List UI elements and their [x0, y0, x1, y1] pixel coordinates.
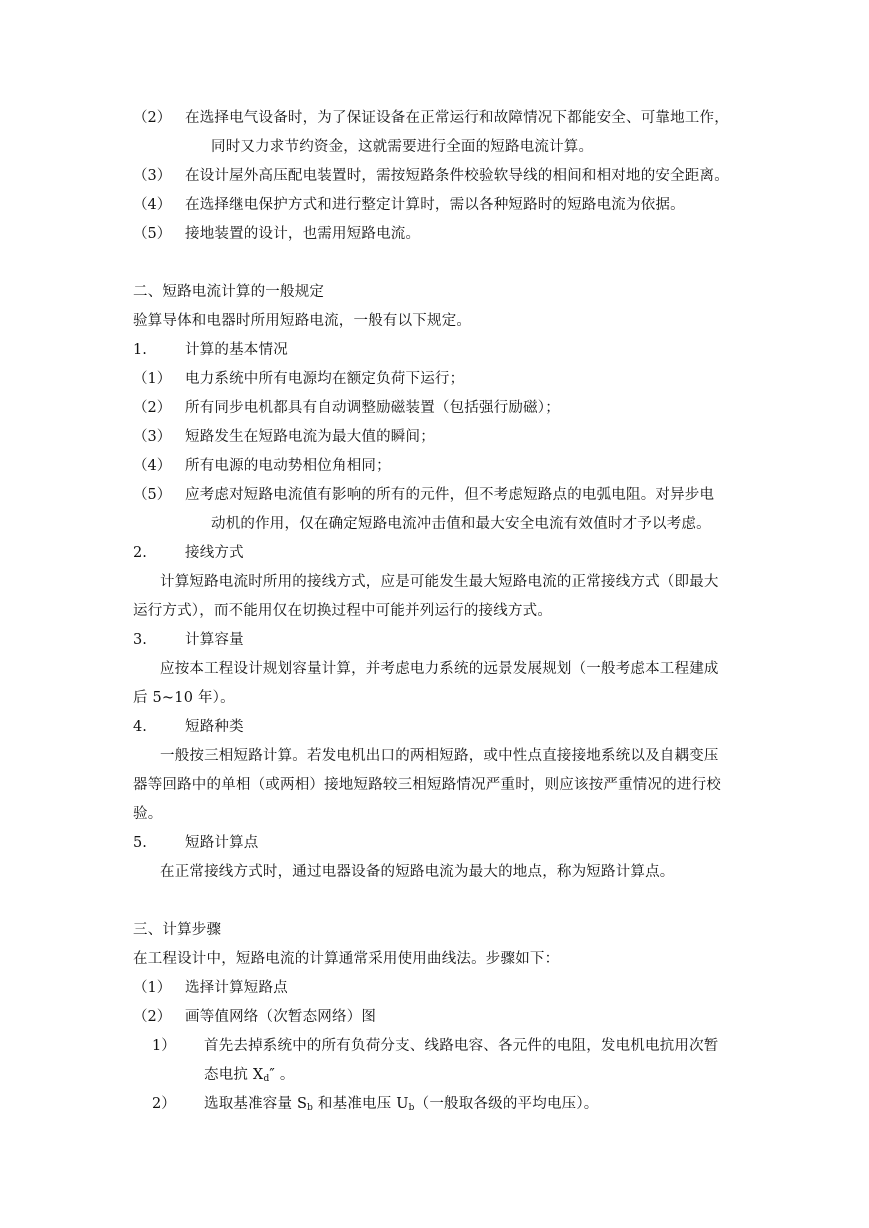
subscript: d: [263, 1074, 270, 1084]
item-number: （5）: [133, 226, 172, 242]
paragraph-line: [204, 1094, 599, 1118]
paragraph-line: 接地装置的设计，也需用短路电流。: [185, 226, 421, 242]
paragraph-line: 验。: [133, 806, 163, 822]
text-run: ″ 。: [269, 1067, 295, 1083]
item-number: （2）: [133, 1009, 172, 1025]
subsection-title: 短路计算点: [185, 835, 259, 851]
section-heading: 三、计算步骤: [133, 922, 222, 938]
paragraph-line: 动机的作用，仅在确定短路电流冲击值和最大安全电流有效值时才予以考虑。: [211, 516, 711, 532]
text-run: 和基准电压 U: [313, 1096, 409, 1112]
subsection-title: 接线方式: [185, 545, 244, 561]
paragraph-line: 一般按三相短路计算。若发电机出口的两相短路，或中性点直接接地系统以及自耦变压: [160, 748, 719, 764]
subsection-number: 3.: [133, 632, 147, 648]
paragraph-line: 在选择继电保护方式和进行整定计算时，需以各种短路时的短路电流为依据。: [185, 197, 685, 213]
paragraph-line: 应按本工程设计规划容量计算，并考虑电力系统的远景发展规划（一般考虑本工程建成: [160, 661, 719, 677]
section-heading: 二、短路电流计算的一般规定: [133, 284, 325, 300]
paragraph-line: [204, 1065, 295, 1089]
text-run: 态电抗 X: [204, 1067, 264, 1083]
subsection-title: 计算容量: [185, 632, 244, 648]
paragraph-line: 在正常接线方式时，通过电器设备的短路电流为最大的地点，称为短路计算点。: [160, 864, 675, 880]
item-number: （2）: [133, 400, 172, 416]
subsection-title: 计算的基本情况: [185, 342, 288, 358]
item-number: （3）: [133, 168, 172, 184]
paragraph-line: 后 5~10 年）。: [133, 690, 235, 706]
paragraph-line: 电力系统中所有电源均在额定负荷下运行；: [185, 371, 465, 387]
item-number: （5）: [133, 487, 172, 503]
subscript: b: [408, 1103, 415, 1113]
paragraph-line: 器等回路中的单相（或两相）接地短路较三相短路情况严重时，则应该按严重情况的进行校: [133, 777, 721, 793]
subsection-number: 1.: [133, 342, 147, 358]
paragraph-line: 选择计算短路点: [185, 980, 288, 996]
paragraph-line: 应考虑对短路电流值有影响的所有的元件，但不考虑短路点的电弧电阻。对异步电: [185, 487, 715, 503]
paragraph-line: 短路发生在短路电流为最大值的瞬间；: [185, 429, 435, 445]
text-run: （一般取各级的平均电压）。: [414, 1096, 599, 1112]
step-number: 2）: [152, 1096, 176, 1112]
item-number: （2）: [133, 110, 172, 126]
item-number: （3）: [133, 429, 172, 445]
subsection-number: 2.: [133, 545, 147, 561]
step-number: 1）: [152, 1038, 176, 1054]
subscript: b: [307, 1103, 314, 1113]
paragraph-line: 画等值网络（次暂态网络）图: [185, 1009, 377, 1025]
paragraph-line: 所有电源的电动势相位角相同；: [185, 458, 391, 474]
paragraph-line: 所有同步电机都具有自动调整励磁装置（包括强行励磁）；: [185, 400, 560, 416]
subsection-number: 4.: [133, 719, 147, 735]
paragraph-line: 运行方式），而不能用仅在切换过程中可能并列运行的接线方式。: [133, 603, 553, 619]
item-number: （4）: [133, 458, 172, 474]
paragraph-line: 同时又力求节约资金，这就需要进行全面的短路电流计算。: [211, 139, 594, 155]
paragraph-line: 在设计屋外高压配电装置时，需按短路条件校验软导线的相间和相对地的安全距离。: [185, 168, 729, 184]
section-intro: 在工程设计中，短路电流的计算通常采用使用曲线法。步骤如下：: [133, 951, 560, 967]
subsection-title: 短路种类: [185, 719, 244, 735]
subsection-number: 5.: [133, 835, 147, 851]
text-run: 选取基准容量 S: [204, 1096, 308, 1112]
item-number: （1）: [133, 980, 172, 996]
paragraph-line: 在选择电气设备时，为了保证设备在正常运行和故障情况下都能安全、可靠地工作，: [185, 110, 729, 126]
item-number: （1）: [133, 371, 172, 387]
section-intro: 验算导体和电器时所用短路电流，一般有以下规定。: [133, 313, 472, 329]
paragraph-line: 计算短路电流时所用的接线方式，应是可能发生最大短路电流的正常接线方式（即最大: [160, 574, 719, 590]
paragraph-line: 首先去掉系统中的所有负荷分支、线路电容、各元件的电阻，发电机电抗用次暂: [204, 1038, 719, 1054]
item-number: （4）: [133, 197, 172, 213]
